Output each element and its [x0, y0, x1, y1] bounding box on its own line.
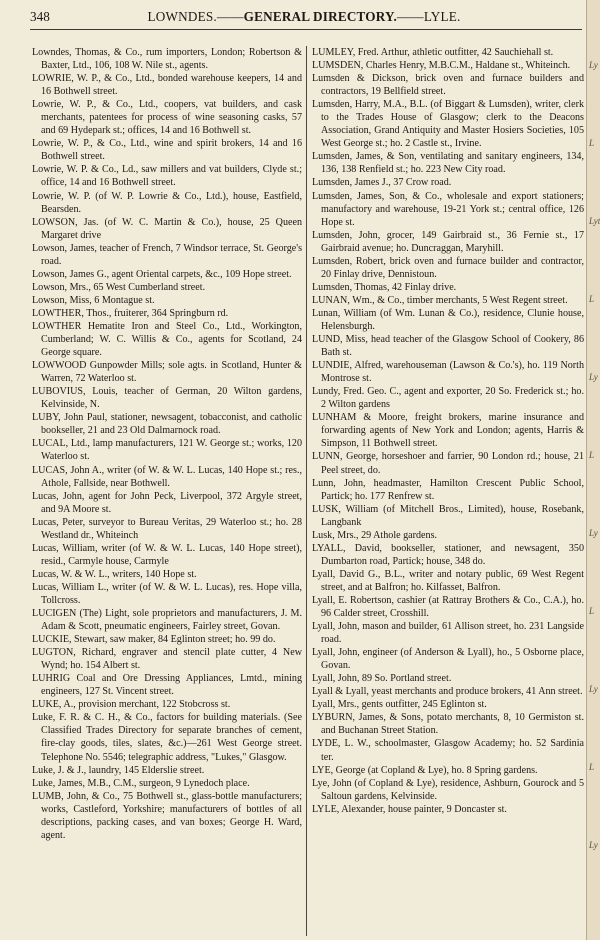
directory-entry: Lowson, Mrs., 65 West Cumberland street.	[32, 281, 206, 293]
directory-entry: LYDE, L. W., schoolmaster, Glasgow Academy; ho. 52 Sardinia ter.	[312, 738, 584, 763]
directory-entry: LUBOVIUS, Louis, teacher of German, 20 Wilton gardens, Kelvinside, N.	[32, 386, 302, 411]
directory-entry: Luke, J. & J., laundry, 145 Elderslie street.	[32, 764, 205, 776]
directory-entry: Lucas, W. & W. L., writers, 140 Hope st.	[32, 568, 197, 580]
directory-entry: Lucas, William L., writer (of W. & W. L. Lucas), res. Hope villa, Tollcross.	[32, 581, 302, 606]
directory-entry: Lowrie, W. P., & Co., Ltd., wine and spirit brokers, 14 and 16 Bothwell street.	[32, 138, 302, 163]
directory-entry: LUBY, John Paul, stationer, newsagent, tobacconist, and catholic bookseller, 21 and 23 Old Dalmarnock road.	[32, 412, 302, 437]
directory-entry: Lyall, Mrs., gents outfitter, 245 Eglinton st.	[312, 699, 487, 711]
header-center-word: GENERAL DIRECTORY.	[243, 9, 398, 24]
directory-entry: Lumsden, Thomas, 42 Finlay drive.	[312, 281, 457, 293]
directory-entry: LYBURN, James, & Sons, potato merchants, 8, 10 Germiston st. and Buchanan Street Station.	[312, 712, 584, 737]
margin-fragment: L	[589, 138, 595, 148]
directory-entry: LUMSDEN, Charles Henry, M.B.C.M., Haldane st., Whiteinch.	[312, 60, 571, 72]
directory-entry: Lowndes, Thomas, & Co., rum importers, London; Robertson & Baxter, Ltd., 106, 108 W. Nile st., agents.	[32, 47, 302, 72]
directory-entry: LUHRIG Coal and Ore Dressing Appliances, Lmtd., mining engineers, 127 St. Vincent street.	[32, 673, 302, 698]
directory-entry: LOWWOOD Gunpowder Mills; sole agts. in Scotland, Hunter & Warren, 72 Waterloo st.	[32, 360, 302, 385]
margin-fragment: L	[589, 606, 595, 616]
directory-entry: Lowson, Miss, 6 Montague st.	[32, 294, 155, 306]
directory-entry: Lucas, Peter, surveyor to Bureau Veritas, 29 Waterloo st.; ho. 28 Westland dr., Whiteinch	[32, 516, 302, 541]
directory-entry: Lucas, William, writer (of W. & W. L. Lucas, 140 Hope street), resid., Carmyle house, Carmyle	[32, 542, 302, 567]
directory-entry: Luke, F. R. & C. H., & Co., factors for building materials. (See Classified Trades Directory for separate branches of cement, fire-clay goods, tiles, slates, &c.)—261 West George street. Telephone No. 5546; telegraphic address, "Lukes," Glasgow.	[32, 712, 302, 763]
directory-entry: Lyall & Lyall, yeast merchants and produce brokers, 41 Ann street.	[312, 686, 583, 698]
margin-fragment: Ly	[589, 372, 598, 382]
directory-entry: Lowrie, W. P. (of W. P. Lowrie & Co., Ltd.), house, Eastfield, Bearsden.	[32, 190, 302, 215]
directory-entry: Lyall, E. Robertson, cashier (at Rattray Brothers & Co., C.A.), ho. 96 Calder street, Crosshill.	[312, 594, 584, 620]
directory-entry: Lunan, William (of Wm. Lunan & Co.), residence, Clunie house, Helensburgh.	[312, 307, 584, 332]
column-divider	[306, 46, 307, 936]
directory-entry: Lumsden & Dickson, brick oven and furnace builders and contractors, 19 Bellfield street.	[312, 73, 584, 98]
header-dash-2: ——	[397, 9, 424, 24]
header-right-word: LYLE.	[423, 9, 461, 24]
directory-entry: LOWTHER, Thos., fruiterer, 364 Springburn rd.	[32, 307, 229, 319]
directory-entry: LOWRIE, W. P., & Co., Ltd., bonded warehouse keepers, 14 and 16 Bothwell street.	[32, 73, 302, 98]
directory-entry: Lyall, John, 89 So. Portland street.	[312, 673, 452, 685]
directory-entry: LUNN, George, horseshoer and farrier, 90 London rd.; house, 21 Peel street, do.	[312, 451, 584, 476]
directory-entry: LUNAN, Wm., & Co., timber merchants, 5 West Regent street.	[312, 294, 568, 306]
directory-entry: LUSK, William (of Mitchell Bros., Limited), house, Rosebank, Langbank	[312, 503, 584, 528]
directory-entry: Lowrie, W. P., & Co., Ltd., coopers, vat builders, and cask merchants, patentees for process of wine seasoning casks, 57 and 69 Hydepark st.; offices, 14 and 16 Bothwell st.	[32, 99, 302, 137]
directory-entry: LYLE, Alexander, house painter, 9 Doncaster st.	[312, 803, 507, 815]
margin-fragment: L	[589, 294, 595, 304]
directory-entry: LUCAS, John A., writer (of W. & W. L. Lucas, 140 Hope st.; res., Athole, Fallside, near Bothwell.	[32, 464, 302, 489]
directory-entry: LUNDIE, Alfred, warehouseman (Lawson & Co.'s), ho. 119 North Montrose st.	[312, 360, 584, 385]
margin-fragment: Ly	[589, 60, 598, 70]
directory-entry: Lyall, John, engineer (of Anderson & Lyall), ho., 5 Osborne place, Govan.	[312, 647, 584, 672]
directory-entry: Lowson, James, teacher of French, 7 Windsor terrace, St. George's road.	[32, 242, 302, 267]
header-left-word: LOWNDES.	[147, 9, 217, 24]
header-dash-1: ——	[216, 9, 244, 24]
directory-entry: Lumsden, Robert, brick oven and furnace builder and contractor, 20 Finlay drive, Dennistoun.	[312, 255, 584, 280]
header-rule	[30, 29, 582, 30]
directory-entry: LUMLEY, Fred. Arthur, athletic outfitter, 42 Sauchiehall st.	[312, 47, 554, 58]
margin-fragment: Lyt	[589, 216, 600, 226]
directory-entry: Lumsden, James J., 37 Crow road.	[312, 177, 452, 189]
directory-entry: Lowrie, W. P. & Co., Ld., saw millers and vat builders, Clyde st.; office, 14 and 16 Bothwell street.	[32, 164, 302, 189]
directory-entry: LOWSON, Jas. (of W. C. Martin & Co.), house, 25 Queen Margaret drive	[32, 216, 302, 241]
running-title	[30, 7, 578, 27]
directory-entry: LUNHAM & Moore, freight brokers, marine insurance and forwarding agents of New York and London; agents, Harris & Simpson, 11 Bothwell street.	[312, 412, 584, 450]
directory-entry: LUCAL, Ltd., lamp manufacturers, 121 W. George st.; works, 120 Waterloo st.	[32, 438, 302, 463]
directory-entry: LUKE, A., provision merchant, 122 Stobcross st.	[32, 699, 231, 711]
directory-entry: LYALL, David, bookseller, stationer, and newsagent, 350 Dumbarton road, Partick; house, 348 do.	[312, 542, 584, 567]
right-column	[312, 46, 584, 816]
directory-entry: LYE, George (at Copland & Lye), ho. 8 Spring gardens.	[312, 764, 538, 776]
margin-fragment: Ly	[589, 840, 598, 850]
directory-entry: Lumsden, James, & Son, ventilating and sanitary engineers, 134, 136, 138 Renfield st.; ho. 223 New City road.	[312, 151, 584, 176]
directory-entry: LUCKIE, Stewart, saw maker, 84 Eglinton street; ho. 99 do.	[32, 634, 276, 646]
directory-entry: LUGTON, Richard, engraver and stencil plate cutter, 4 New Wynd; ho. 154 Albert st.	[32, 647, 302, 672]
directory-entry: Lyall, John, mason and builder, 61 Allison street, ho. 231 Langside road.	[312, 621, 584, 646]
directory-entry: LUMB, John, & Co., 75 Bothwell st., glass-bottle manufacturers; works, Castleford, Yorkshire; manufacturers of bottles of all descriptions, packing cases, and van boxes; George H. Ward, agent.	[32, 790, 302, 841]
directory-entry: Lundy, Fred. Geo. C., agent and exporter, 20 So. Frederick st.; ho. 2 Wilton gardens	[312, 386, 584, 411]
page-header	[30, 7, 578, 27]
directory-entry: Lusk, Mrs., 29 Athole gardens.	[312, 529, 438, 541]
directory-entry: Lye, John (of Copland & Lye), residence, Ashburn, Gourock and 5 Saltoun gardens, Kelvinside.	[312, 777, 584, 802]
directory-entry: Lyall, David G., B.L., writer and notary public, 69 West Regent street, and at Balfron; ho. Kilfasset, Balfron.	[312, 568, 584, 593]
directory-entry: Lumsden, Harry, M.A., B.L. (of Biggart & Lumsden), writer, clerk to the Trades House of Glasgow; clerk to the Deacons Association, Grand Antiquity and Master Hosiers Societies, 105 West George st.; ho. 2 Castle st., Irvine.	[312, 99, 584, 150]
directory-entry: LUCIGEN (The) Light, sole proprietors and manufacturers, J. M. Adam & Scott, pneumatic engineers, Fairley street, Govan.	[32, 608, 302, 633]
directory-entry: Lumsden, John, grocer, 149 Gairbraid st., 36 Fernie st., 17 Gairbraid avenue; ho. Duncraggan, Maryhill.	[312, 229, 584, 254]
left-column	[32, 46, 302, 842]
directory-entry: Lumsden, James, Son, & Co., wholesale and export stationers; manufactory and warehouse, 19-21 York st.; central office, 126 Hope st.	[312, 190, 584, 228]
margin-fragment: L	[589, 450, 595, 460]
directory-entry: Luke, James, M.B., C.M., surgeon, 9 Lynedoch place.	[32, 777, 250, 789]
directory-entry: LUND, Miss, head teacher of the Glasgow School of Cookery, 86 Bath st.	[312, 334, 584, 359]
directory-entry: LOWTHER Hematite Iron and Steel Co., Ltd., Workington, Cumberland; W. C. Willis & Co., agents for Scotland, 24 George square.	[32, 320, 302, 359]
margin-fragment: L	[589, 762, 595, 772]
directory-entry: Lunn, John, headmaster, Hamilton Crescent Public School, Partick; ho. 177 Renfrew st.	[312, 477, 584, 502]
directory-entry: Lucas, John, agent for John Peck, Liverpool, 372 Argyle street, and 9A Moore st.	[32, 490, 302, 515]
directory-entry: Lowson, James G., agent Oriental carpets, &c., 109 Hope street.	[32, 268, 292, 280]
page-number: 348	[30, 9, 50, 24]
margin-fragment: Ly	[589, 684, 598, 694]
adjacent-page-margin	[586, 0, 600, 940]
margin-fragment: Ly	[589, 528, 598, 538]
